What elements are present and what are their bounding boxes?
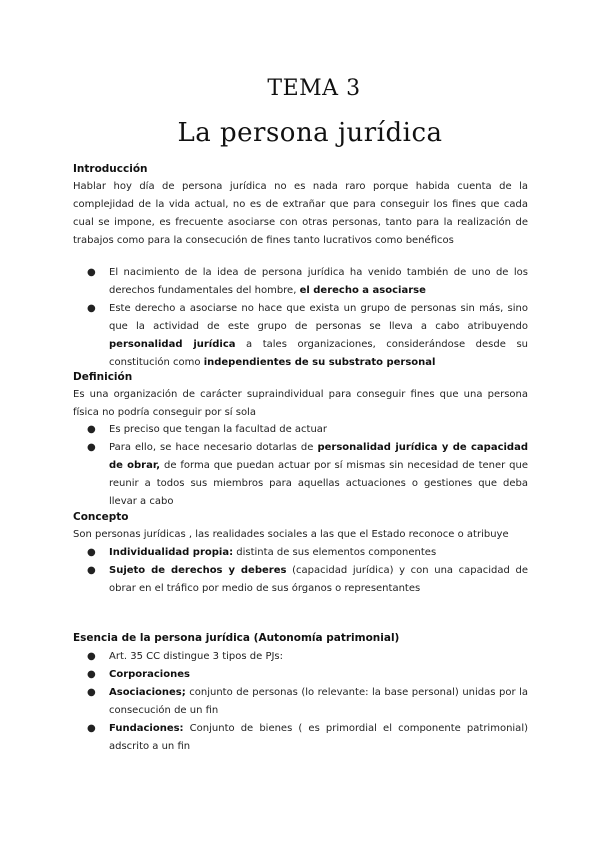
list-item: ● Individualidad propia: distinta de sus elementos componentes	[73, 544, 528, 562]
paragraph-definicion: Es una organización de carácter supraindividual para conseguir fines que una persona física no podría conseguir por sí sola	[73, 389, 528, 418]
bullet-list-concepto	[73, 544, 528, 598]
list-item: ● Asociaciones; conjunto de personas (lo relevante: la base personal) unidas por la consecución de un fin	[73, 684, 528, 720]
bullet-dot-icon: ●	[87, 651, 96, 662]
list-item: ● Fundaciones: Conjunto de bienes ( es primordial el componente patrimonial) adscrito a un fin	[73, 720, 528, 756]
section-heading-definicion: Definición	[73, 371, 133, 383]
section-heading-concepto: Concepto	[73, 511, 129, 523]
bullet-dot-icon: ●	[87, 723, 96, 734]
bullet-dot-icon: ●	[87, 267, 96, 278]
bullet-dot-icon: ●	[87, 565, 96, 576]
bullet-dot-icon: ●	[87, 424, 96, 435]
bullet-dot-icon: ●	[87, 687, 96, 698]
bullet-list-definicion	[73, 421, 528, 511]
list-item: ● Este derecho a asociarse no hace que exista un grupo de personas sin más, sino que la actividad de este grupo de personas se lleva a cabo atribuyendo personalidad jurídica a tales organizaciones, considerándose desde su constitución como independientes de su substrato personal	[73, 300, 528, 372]
bullet-dot-icon: ●	[87, 669, 96, 680]
bullet-dot-icon: ●	[87, 547, 96, 558]
list-item: ● Es preciso que tengan la facultad de actuar	[73, 421, 528, 439]
paragraph-introduccion: Hablar hoy día de persona jurídica no es nada raro porque habida cuenta de la complejidad de la vida actual, no es de extrañar que para conseguir los fines que cada cual se impone, es frecuente asociarse con otras personas, tanto para la realización de trabajos como para la consecución de fines tanto lucrativos como benéficos	[73, 181, 528, 246]
bullet-list-esencia	[73, 648, 528, 756]
list-item: ● Para ello, se hace necesario dotarlas de personalidad jurídica y de capacidad de obrar, de forma que puedan actuar por sí mismas sin necesidad de tener que reunir a todos sus miembros para aquellas actuaciones o gestiones que deba llevar a cabo	[73, 439, 528, 511]
document-title-line2: La persona jurídica	[177, 118, 443, 148]
list-item: ● Art. 35 CC distingue 3 tipos de PJs:	[73, 648, 528, 666]
section-heading-esencia: Esencia de la persona jurídica (Autonomía patrimonial)	[73, 632, 400, 644]
list-item: ● Sujeto de derechos y deberes (capacidad jurídica) y con una capacidad de obrar en el tráfico por medio de sus órganos o representantes	[73, 562, 528, 598]
list-item: ● Corporaciones	[73, 666, 528, 684]
bullet-list-introduccion	[73, 264, 528, 372]
bullet-dot-icon: ●	[87, 303, 96, 314]
list-item: ● El nacimiento de la idea de persona jurídica ha venido también de uno de los derechos fundamentales del hombre, el derecho a asociarse	[73, 264, 528, 300]
document-title-line1: TEMA 3	[267, 76, 361, 101]
paragraph-concepto: Son personas jurídicas , las realidades sociales a las que el Estado reconoce o atribuye	[73, 529, 509, 540]
section-heading-introduccion: Introducción	[73, 163, 148, 175]
bullet-dot-icon: ●	[87, 442, 96, 453]
